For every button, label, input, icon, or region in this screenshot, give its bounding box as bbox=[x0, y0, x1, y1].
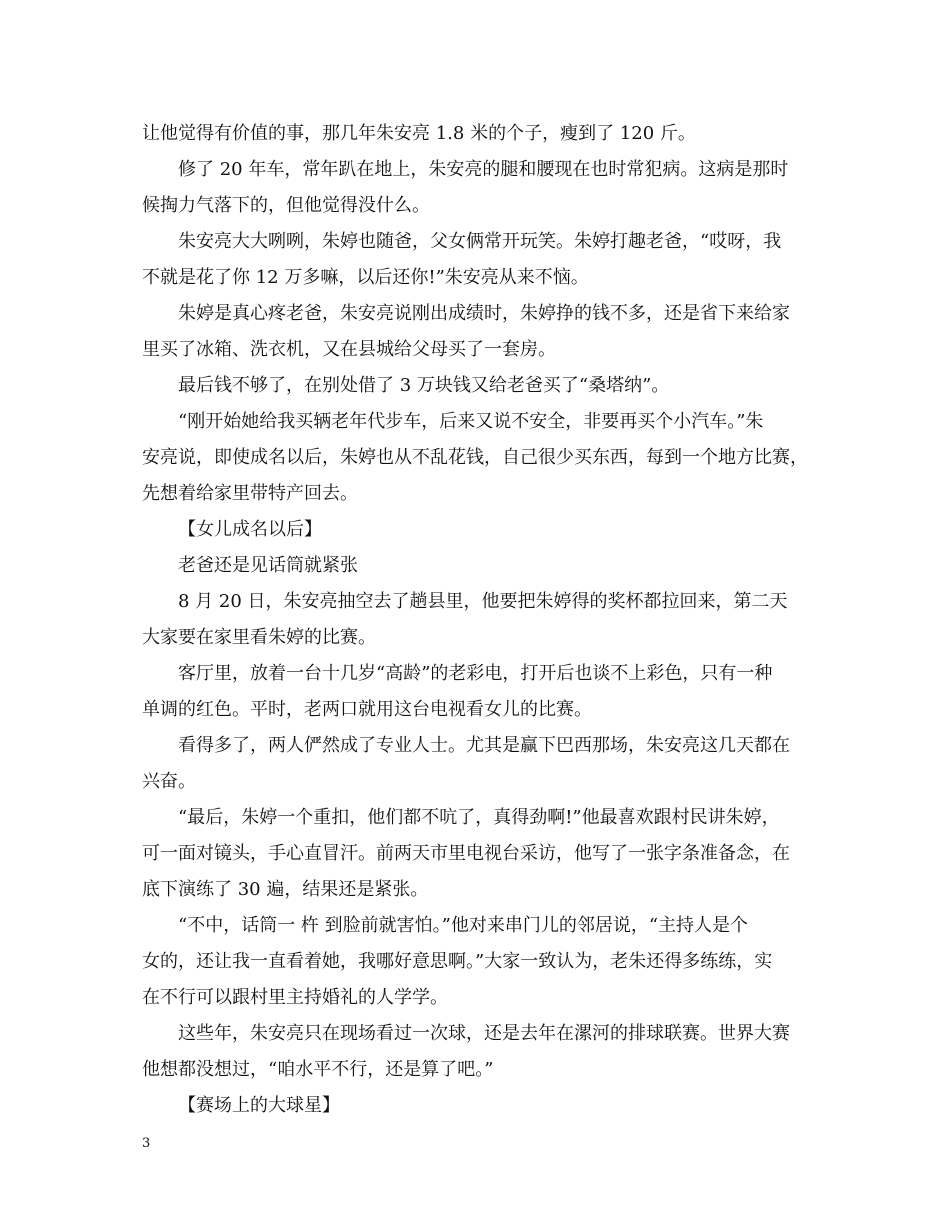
page-number: 3 bbox=[142, 1136, 151, 1151]
text-line: 【赛场上的大球星】 bbox=[178, 1095, 340, 1116]
text-line: 大家要在家里看朱婷的比赛。 bbox=[142, 627, 376, 648]
text-line: 最后钱不够了，在别处借了 3 万块钱又给老爸买了“桑塔纳”。 bbox=[178, 375, 670, 396]
text-line: 8 月 20 日，朱安亮抽空去了趟县里，他要把朱婷得的奖杯都拉回来，第二天 bbox=[178, 591, 788, 612]
text-line: 这些年，朱安亮只在现场看过一次球，还是去年在漯河的排球联赛。世界大赛 bbox=[178, 1023, 790, 1044]
text-line: 可一面对镜头，手心直冒汗。前两天市里电视台采访，他写了一张字条准备念，在 bbox=[142, 843, 790, 864]
text-line: 兴奋。 bbox=[142, 771, 196, 792]
text-line: “不中，话筒一 杵 到脸前就害怕。”他对来串门儿的邻居说，“主持人是个 bbox=[178, 915, 749, 936]
document-body bbox=[142, 116, 817, 1124]
text-line: 安亮说，即使成名以后，朱婷也从不乱花钱，自己很少买东西，每到一个地方比赛， bbox=[142, 447, 808, 468]
text-line: 修了 20 年车，常年趴在地上，朱安亮的腿和腰现在也时常犯病。这病是那时 bbox=[178, 159, 789, 180]
text-line: 底下演练了 30 遍，结果还是紧张。 bbox=[142, 879, 429, 900]
text-line: 在不行可以跟村里主持婚礼的人学学。 bbox=[142, 987, 448, 1008]
text-line: 客厅里，放着一台十几岁“高龄”的老彩电，打开后也谈不上彩色，只有一种 bbox=[178, 663, 773, 684]
text-line: 他想都没想过，“咱水平不行，还是算了吧。” bbox=[142, 1059, 494, 1080]
text-line: 朱安亮大大咧咧，朱婷也随爸，父女俩常开玩笑。朱婷打趣老爸，“哎呀，我 bbox=[178, 231, 782, 252]
text-line: “最后，朱婷一个重扣，他们都不吭了，真得劲啊!”他最喜欢跟村民讲朱婷， bbox=[178, 807, 780, 828]
text-line: “刚开始她给我买辆老年代步车，后来又说不安全，非要再买个小汽车。”朱 bbox=[178, 411, 764, 432]
text-line: 单调的红色。平时，老两口就用这台电视看女儿的比赛。 bbox=[142, 699, 592, 720]
text-line: 老爸还是见话筒就紧张 bbox=[178, 555, 358, 576]
text-line: 先想着给家里带特产回去。 bbox=[142, 483, 358, 504]
text-line: 看得多了，两人俨然成了专业人士。尤其是赢下巴西那场，朱安亮这几天都在 bbox=[178, 735, 790, 756]
text-line: 让他觉得有价值的事，那几年朱安亮 1.8 米的个子，瘦到了 120 斤。 bbox=[142, 123, 696, 144]
text-line: 候掏力气落下的，但他觉得没什么。 bbox=[142, 195, 430, 216]
text-line: 女的，还让我一直看着她，我哪好意思啊。”大家一致认为，老朱还得多练练，实 bbox=[142, 951, 773, 972]
text-line: 里买了冰箱、洗衣机，又在县城给父母买了一套房。 bbox=[142, 339, 556, 360]
text-line: 不就是花了你 12 万多嘛，以后还你!”朱安亮从来不恼。 bbox=[142, 267, 589, 288]
text-line: 【女儿成名以后】 bbox=[178, 519, 322, 540]
text-line: 朱婷是真心疼老爸，朱安亮说刚出成绩时，朱婷挣的钱不多，还是省下来给家 bbox=[178, 303, 790, 324]
